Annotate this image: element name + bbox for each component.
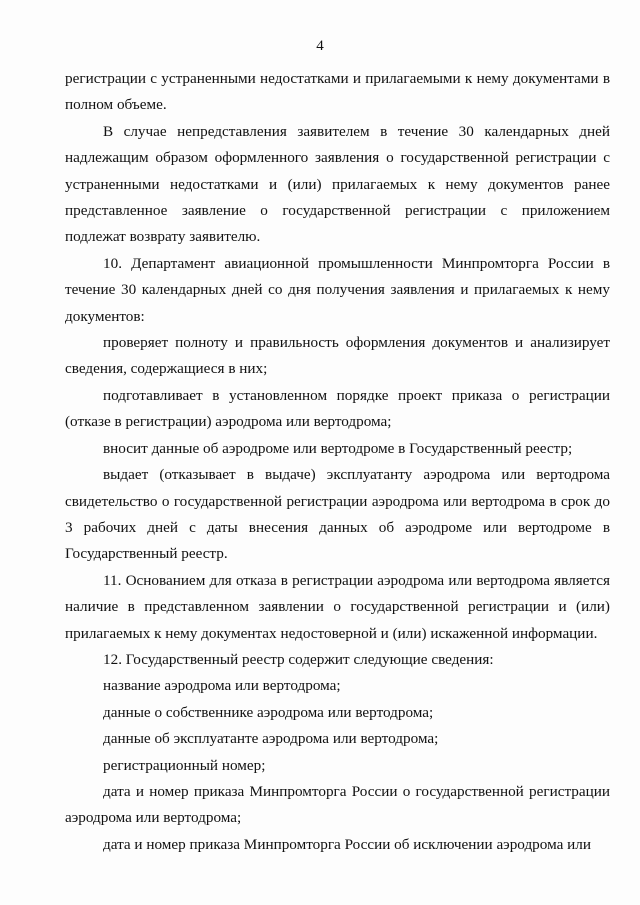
- list-item: подготавливает в установленном порядке проект приказа о регистрации (отказе в регистрации) аэродрома или вертодрома;: [65, 386, 610, 431]
- paragraph: 12. Государственный реестр содержит следующие сведения:: [103, 650, 494, 668]
- list-item: проверяет полноту и правильность оформления документов и анализирует сведения, содержащиеся в них;: [65, 334, 610, 378]
- paragraph: регистрации с устраненными недостатками и прилагаемыми к нему документами в полном объеме.: [65, 70, 610, 114]
- list-item: регистрационный номер;: [103, 756, 266, 774]
- paragraph: В случае непредставления заявителем в течение 30 календарных дней надлежащим образом оформленного заявления о государственной регистрации с устраненными недостатками и (или) прилагаемых к нему документов ранее представленное заявление о государственной регистрации с приложением подлежат возврату заявителю.: [65, 122, 610, 246]
- list-item: данные о собственнике аэродрома или вертодрома;: [103, 703, 434, 721]
- document-body: [65, 66, 610, 858]
- list-item: дата и номер приказа Минпромторга России об исключении аэродрома или: [103, 835, 591, 853]
- page-number: 4: [316, 38, 324, 54]
- paragraph: 10. Департамент авиационной промышленности Минпромторга России в течение 30 календарных дней со дня получения заявления и прилагаемых к нему документов:: [65, 254, 610, 325]
- list-item: выдает (отказывает в выдаче) эксплуатанту аэродрома или вертодрома свидетельство о государственной регистрации аэродрома или вертодрома в срок до 3 рабочих дней с даты внесения данных об аэродроме или вертодроме в Государственный реестр.: [65, 466, 610, 563]
- list-item: название аэродрома или вертодрома;: [103, 677, 341, 695]
- paragraph: 11. Основанием для отказа в регистрации аэродрома или вертодрома является наличие в представленном заявлении о государственной регистрации и (или) прилагаемых к нему документах недостоверной и (или) искаженной информации.: [65, 571, 610, 642]
- list-item: вносит данные об аэродроме или вертодроме в Государственный реестр;: [103, 439, 573, 457]
- list-item: данные об эксплуатанте аэродрома или вертодрома;: [103, 730, 439, 748]
- list-item: дата и номер приказа Минпромторга России о государственной регистрации аэродрома или вертодрома;: [65, 782, 610, 827]
